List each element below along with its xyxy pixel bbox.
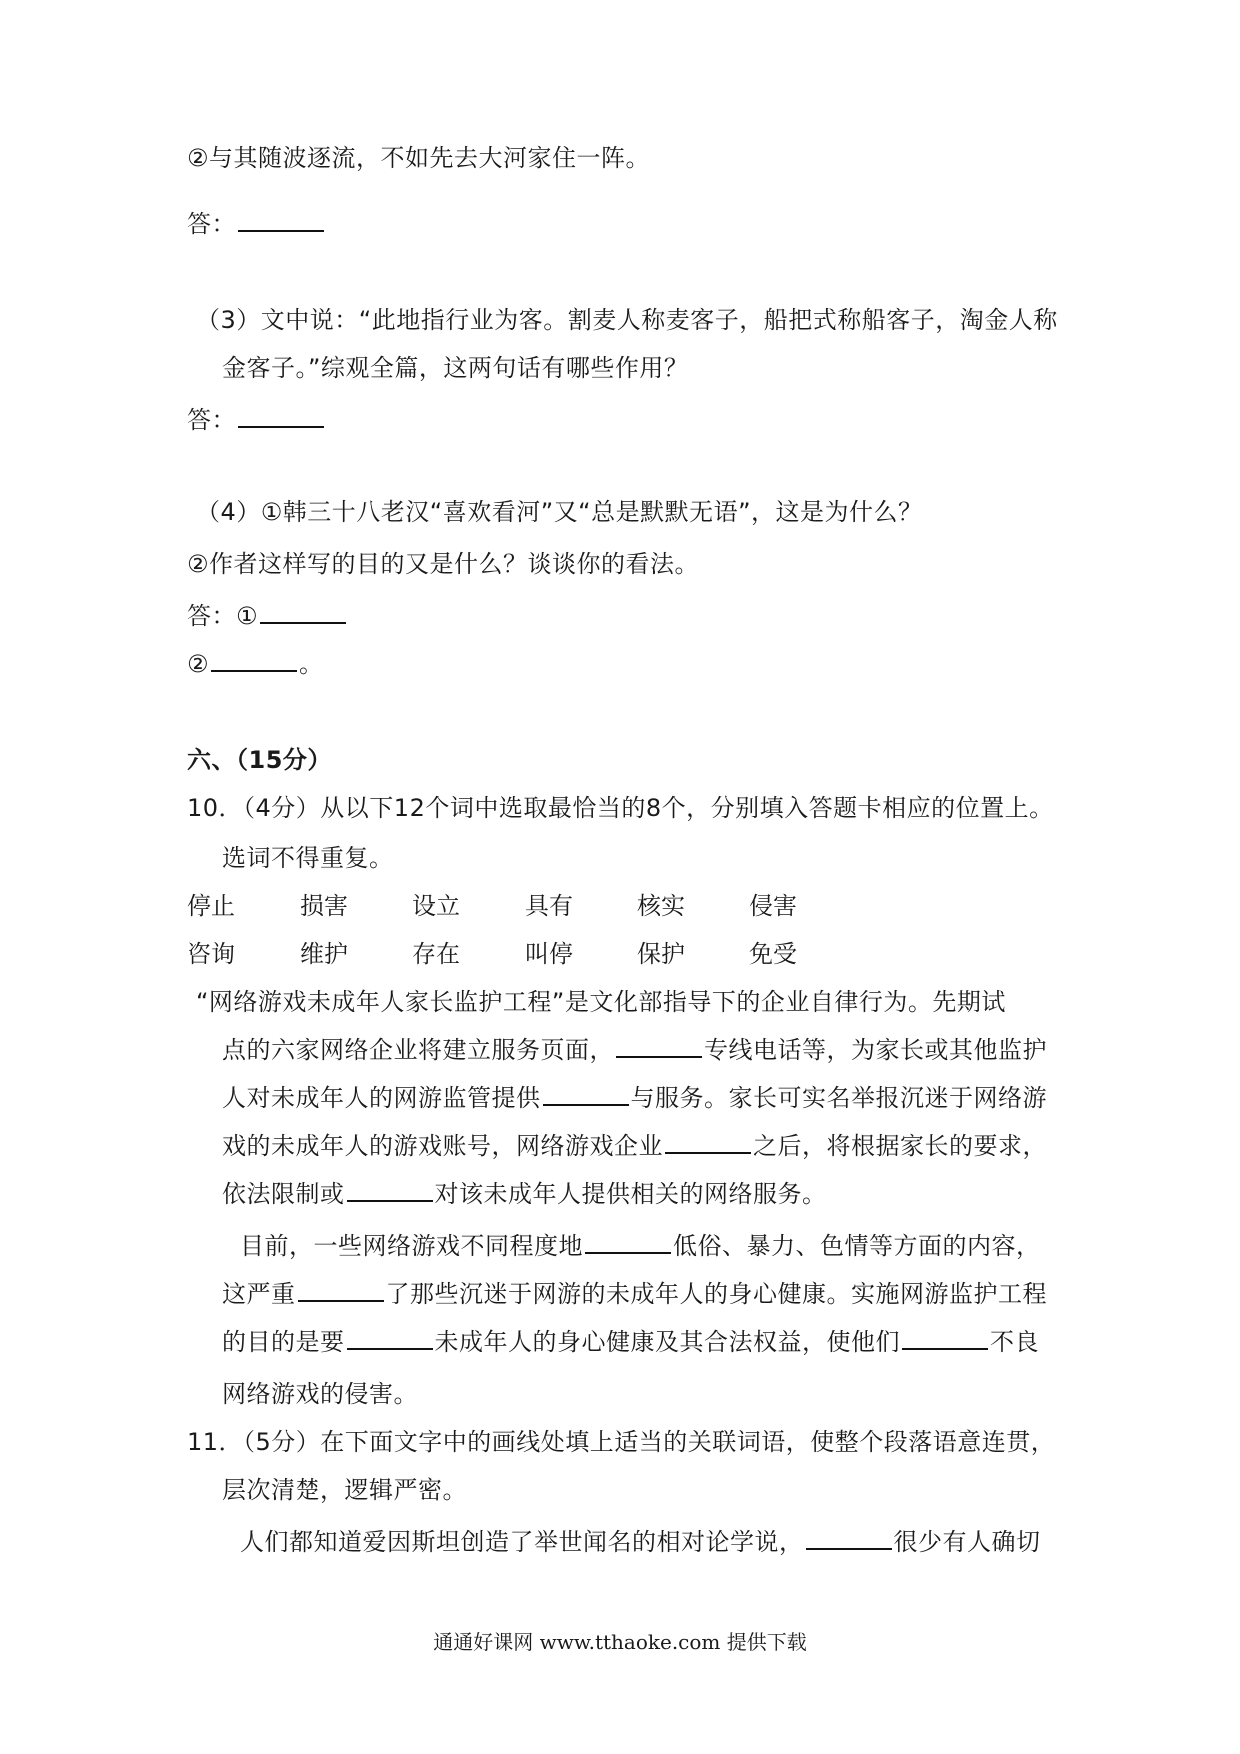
passage-text: 人对未成年人的网游监管提供 <box>222 1084 541 1112</box>
fill-blank[interactable] <box>806 1526 892 1550</box>
passage-line <box>222 1278 1047 1310</box>
answer-blank <box>238 208 324 232</box>
answer-blank <box>238 404 324 428</box>
fill-blank[interactable] <box>665 1130 751 1154</box>
passage-text: 的目的是要 <box>222 1328 345 1356</box>
passage-text: 之后，将根据家长的要求， <box>753 1132 1047 1160</box>
fill-blank[interactable] <box>616 1034 702 1058</box>
question-text: ②作者这样写的目的又是什么？谈谈你的看法。 <box>187 550 700 578</box>
passage-text: 了那些沉迷于网游的未成年人的身心健康。实施网游监护工程 <box>385 1280 1047 1308</box>
word-bank-item: 免受 <box>749 940 797 968</box>
passage-line <box>222 1034 1047 1066</box>
word-bank-item: 损害 <box>300 892 348 920</box>
question-item-text: ②与其随波逐流，不如先去大河家住一阵。 <box>187 144 651 172</box>
answer-blank <box>260 600 346 624</box>
section-heading: 六、（15分） <box>187 746 332 774</box>
passage-text: 未成年人的身心健康及其合法权益，使他们 <box>434 1328 900 1356</box>
passage-text: 戏的未成年人的游戏账号，网络游戏企业 <box>222 1132 663 1160</box>
passage-line <box>240 1230 1041 1262</box>
answer-label: 答： <box>187 210 236 238</box>
passage-text: 很少有人确切 <box>893 1528 1041 1556</box>
word-bank-item: 具有 <box>525 892 573 920</box>
word-bank-item: 咨询 <box>187 940 235 968</box>
passage-line <box>222 1130 1047 1162</box>
word-bank-item: 保护 <box>637 940 685 968</box>
word-bank-item: 核实 <box>637 892 685 920</box>
fill-blank[interactable] <box>902 1326 988 1350</box>
question-text: 11．（5分）在下面文字中的画线处填上适当的关联词语，使整个段落语意连贯， <box>187 1428 1056 1456</box>
passage-text: 不良 <box>990 1328 1039 1356</box>
fill-blank[interactable] <box>298 1278 384 1302</box>
passage-line <box>222 1178 827 1210</box>
fill-blank[interactable] <box>347 1326 433 1350</box>
word-bank-item: 维护 <box>300 940 348 968</box>
passage-line: “网络游戏未成年人家长监护工程”是文化部指导下的企业自律行为。先期试 <box>196 988 1006 1016</box>
passage-text: 低俗、暴力、色情等方面的内容， <box>673 1232 1041 1260</box>
passage-text: 与服务。家长可实名举报沉迷于网络游 <box>630 1084 1047 1112</box>
answer-line <box>187 648 324 680</box>
word-bank-item: 侵害 <box>749 892 797 920</box>
passage-text: 对该未成年人提供相关的网络服务。 <box>434 1180 827 1208</box>
word-bank-item: 存在 <box>412 940 460 968</box>
passage-text: 依法限制或 <box>222 1180 345 1208</box>
page-footer: 通通好课网 www.tthaoke.com 提供下载 <box>433 1630 807 1654</box>
answer-line <box>187 404 326 436</box>
passage-text: 专线电话等，为家长或其他监护 <box>704 1036 1047 1064</box>
answer-label: 答：① <box>187 602 259 630</box>
question-text: （4）①韩三十八老汉“喜欢看河”又“总是默默无语”，这是为什么？ <box>196 498 923 526</box>
passage-line <box>222 1082 1047 1114</box>
answer-label: 答： <box>187 406 236 434</box>
fill-blank[interactable] <box>585 1230 671 1254</box>
word-bank-item: 停止 <box>187 892 235 920</box>
question-text: 选词不得重复。 <box>222 844 394 872</box>
question-text: 层次清楚，逻辑严密。 <box>222 1476 467 1504</box>
answer-blank <box>211 648 297 672</box>
answer-line <box>187 208 326 240</box>
fill-blank[interactable] <box>543 1082 629 1106</box>
passage-text: 这严重 <box>222 1280 296 1308</box>
answer-line <box>187 600 348 632</box>
passage-text: 人们都知道爱因斯坦创造了举世闻名的相对论学说， <box>240 1528 804 1556</box>
question-text: 10．（4分）从以下12个词中选取最恰当的8个，分别填入答题卡相应的位置上。 <box>187 794 1054 822</box>
fill-blank[interactable] <box>347 1178 433 1202</box>
passage-line <box>222 1326 1039 1358</box>
answer-suffix: 。 <box>299 650 324 678</box>
passage-line <box>240 1526 1041 1558</box>
question-text: （3）文中说：“此地指行业为客。割麦人称麦客子，船把式称船客子，淘金人称 <box>196 306 1058 334</box>
word-bank-item: 设立 <box>412 892 460 920</box>
word-bank-item: 叫停 <box>525 940 573 968</box>
question-text: 金客子。”综观全篇，这两句话有哪些作用？ <box>222 354 689 382</box>
passage-text: 目前，一些网络游戏不同程度地 <box>240 1232 583 1260</box>
passage-line: 网络游戏的侵害。 <box>222 1380 418 1408</box>
passage-text: 点的六家网络企业将建立服务页面， <box>222 1036 614 1064</box>
answer-label: ② <box>187 650 210 678</box>
